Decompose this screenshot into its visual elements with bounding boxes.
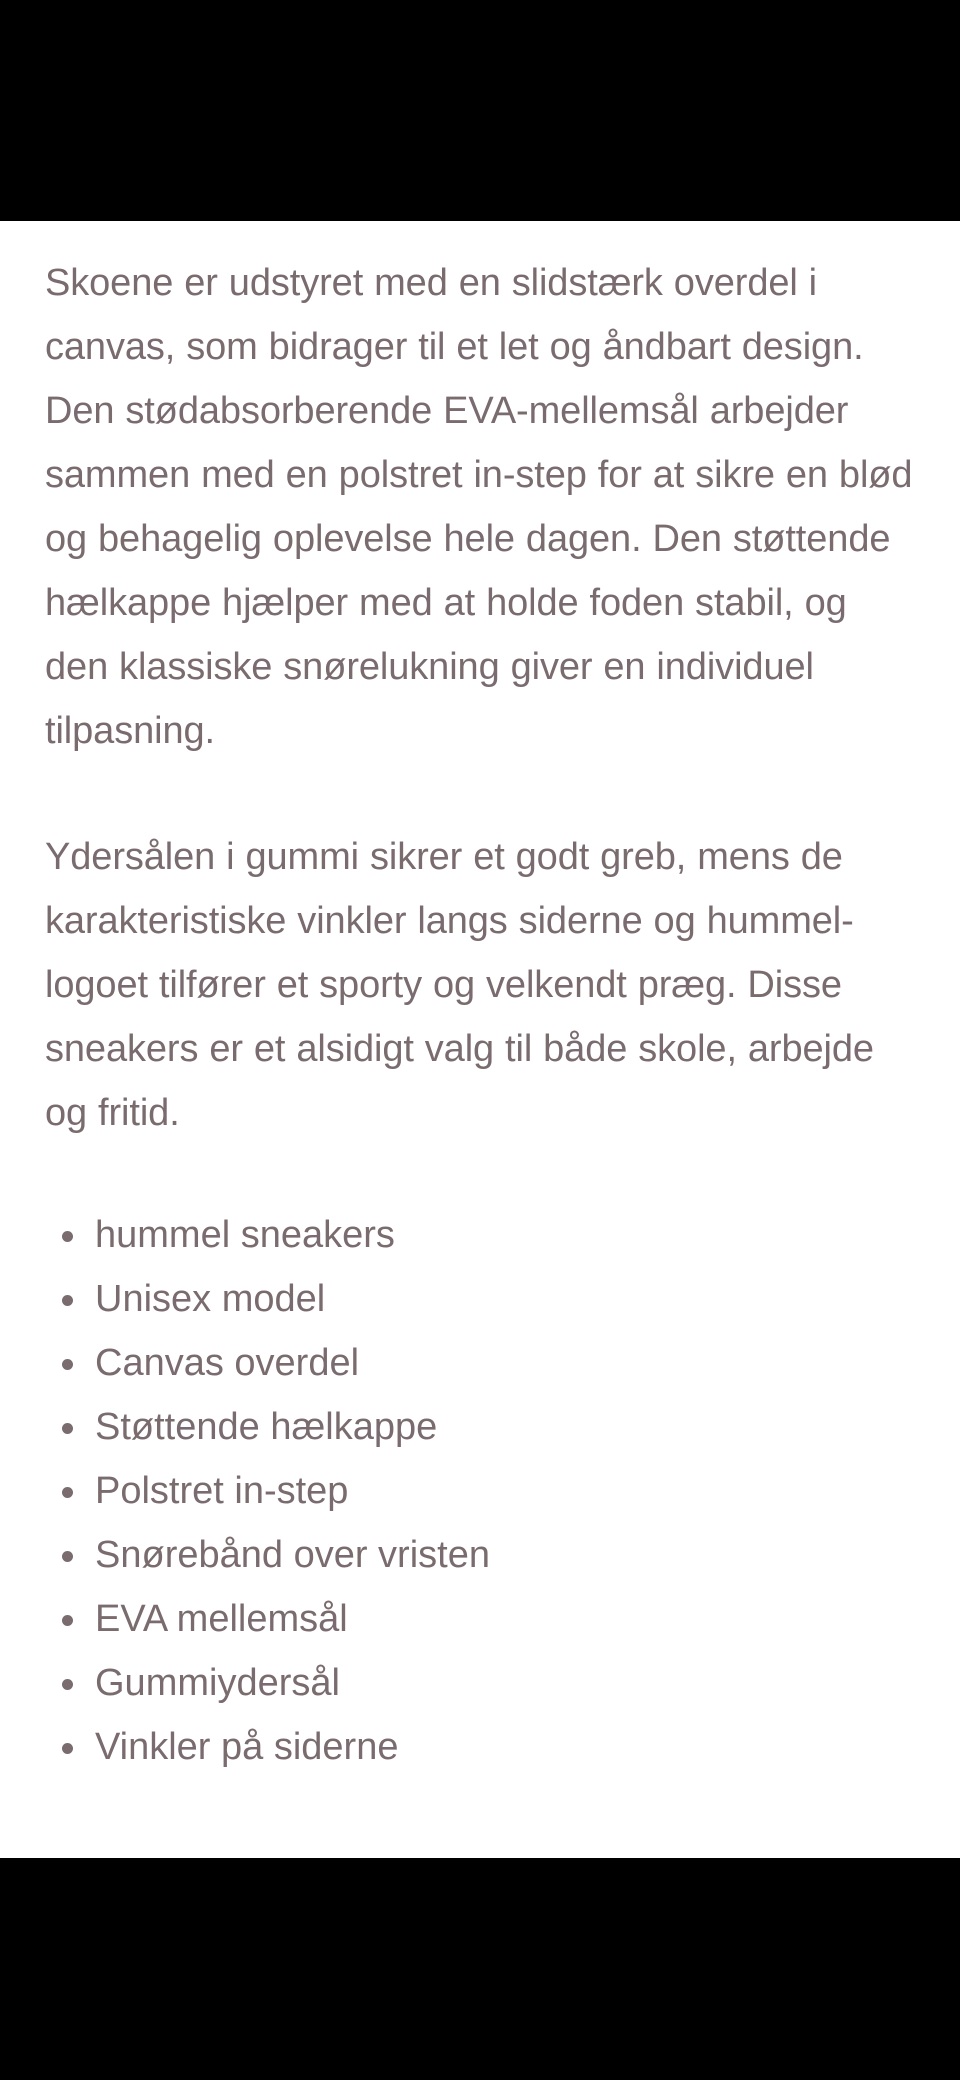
list-item — [45, 1267, 920, 1331]
feature-label: EVA mellemsål — [95, 1598, 348, 1640]
bullet-dot-icon — [62, 1551, 73, 1562]
list-item — [45, 1651, 920, 1715]
feature-label: hummel sneakers — [95, 1214, 395, 1256]
bullet-dot-icon — [62, 1487, 73, 1498]
letterbox-bar-bottom — [0, 1858, 960, 2080]
bullet-dot-icon — [62, 1743, 73, 1754]
list-item — [45, 1587, 920, 1651]
list-item — [45, 1203, 920, 1267]
list-item — [45, 1459, 920, 1523]
feature-label: Vinkler på siderne — [95, 1726, 399, 1768]
feature-label: Polstret in-step — [95, 1470, 349, 1512]
letterbox-bar-top — [0, 0, 960, 221]
list-item — [45, 1523, 920, 1587]
bullet-dot-icon — [62, 1295, 73, 1306]
list-item — [45, 1715, 920, 1779]
bullet-dot-icon — [62, 1679, 73, 1690]
feature-label: Unisex model — [95, 1278, 326, 1320]
list-item — [45, 1331, 920, 1395]
list-item — [45, 1395, 920, 1459]
feature-label: Snørebånd over vristen — [95, 1534, 490, 1576]
description-paragraph-2: Ydersålen i gummi sikrer et godt greb, mens de karakteristiske vinkler langs siderne og hummel-logoet tilfører et sporty og velkendt præg. Disse sneakers er et alsidigt valg til både skole, arbejde og fritid. — [45, 836, 874, 1134]
feature-label: Canvas overdel — [95, 1342, 360, 1384]
bullet-dot-icon — [62, 1231, 73, 1242]
bullet-dot-icon — [62, 1423, 73, 1434]
description-content — [45, 221, 920, 1779]
feature-list — [45, 1203, 920, 1779]
description-paragraph-1: Skoene er udstyret med en slidstærk overdel i canvas, som bidrager til et let og åndbart design. Den stødabsorberende EVA-mellemsål arbejder sammen med en polstret in-step for at sikre en blød og behagelig oplevelse hele dagen. Den støttende hælkappe hjælper med at holde foden stabil, og den klassiske snørelukning giver en individuel tilpasning. — [45, 262, 913, 752]
bullet-dot-icon — [62, 1359, 73, 1370]
feature-label: Støttende hælkappe — [95, 1406, 438, 1448]
description-sheet — [0, 221, 960, 1858]
feature-label: Gummiydersål — [95, 1662, 340, 1704]
bullet-dot-icon — [62, 1615, 73, 1626]
